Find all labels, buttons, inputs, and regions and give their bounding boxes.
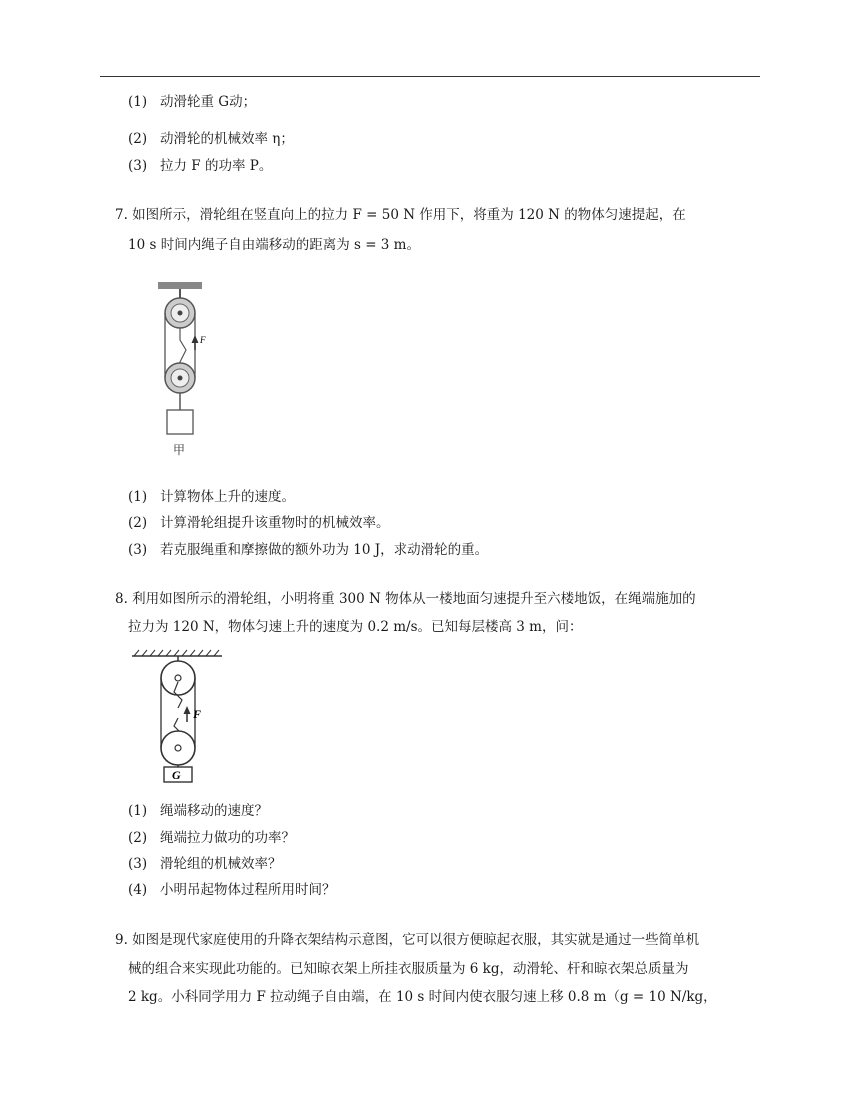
ceiling-beam [158, 282, 202, 289]
q6-sub3: (3) 拉力 F 的功率 P。 [128, 158, 273, 174]
q6-sub2: (2) 动滑轮的机械效率 η； [128, 131, 294, 147]
force-arrow [192, 335, 199, 343]
q8-sub3: (3) 滑轮组的机械效率？ [128, 856, 282, 872]
q7-stem-line2: 10 s 时间内绳子自由端移动的距离为 s = 3 m。 [128, 237, 420, 253]
q8-stem-line1: 8. 利用如图所示的滑轮组，小明将重 300 N 物体从一楼地面匀速提升至六楼地饭，在绳端施加的 [115, 591, 696, 607]
q7-stem-line1: 7. 如图所示，滑轮组在竖直向上的拉力 F = 50 N 作用下，将重为 120 N 的物体匀速提起，在 [115, 207, 686, 223]
force-arrow [184, 706, 191, 714]
q9-stem-line2: 械的组合来实现此功能的。已知晾衣架上所挂衣服质量为 6 kg，动滑轮、杆和晾衣架总质量为 [128, 961, 689, 977]
weight-label: G [172, 768, 181, 782]
q7-pulley-figure [150, 280, 230, 460]
q9-stem-line3: 2 kg。小科同学用力 F 拉动绳子自由端，在 10 s 时间内使衣服匀速上移 0.8 m（g = 10 N/kg， [128, 989, 717, 1005]
q8-sub1: (1) 绳端移动的速度？ [128, 803, 268, 819]
force-label: F [193, 707, 202, 721]
q8-stem-line2: 拉力为 120 N，物体匀速上升的速度为 0.2 m/s。已知每层楼高 3 m，问： [128, 619, 583, 635]
q9-stem-line1: 9. 如图是现代家庭使用的升降衣架结构示意图，它可以很方便晾起衣服，其实就是通过一些简单机 [115, 932, 700, 948]
q6-sub1: (1) 动滑轮重 G动； [128, 94, 257, 110]
q8-sub2: (2) 绳端拉力做功的功率？ [128, 830, 295, 846]
figure-caption: 甲 [173, 443, 186, 457]
q7-sub1: (1) 计算物体上升的速度。 [128, 489, 295, 505]
q7-sub2: (2) 计算滑轮组提升该重物时的机械效率。 [128, 515, 390, 531]
q8-pulley-figure [130, 648, 230, 784]
load-block [167, 410, 193, 434]
q7-sub3: (3) 若克服绳重和摩擦做的额外功为 10 J，求动滑轮的重。 [128, 542, 489, 558]
header-rule [100, 76, 760, 77]
q8-sub4: (4) 小明吊起物体过程所用时间？ [128, 882, 336, 898]
force-label: F [200, 335, 206, 345]
